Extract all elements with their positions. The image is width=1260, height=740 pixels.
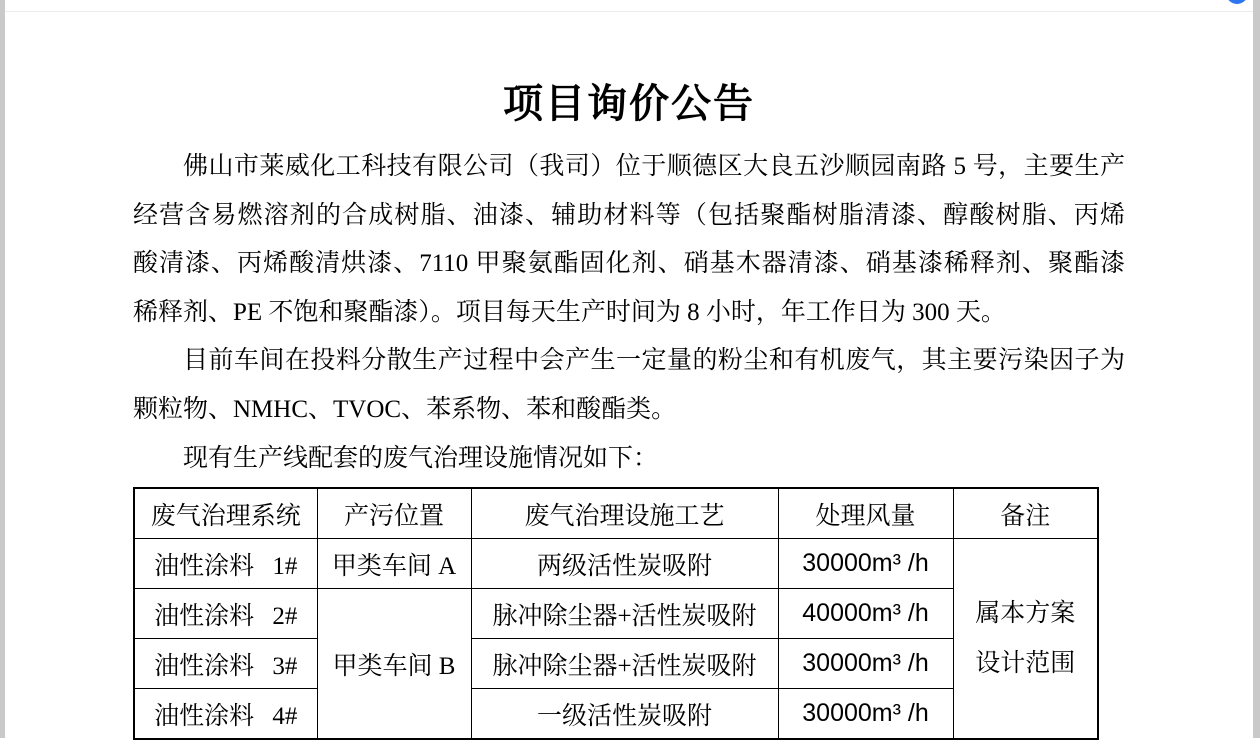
paragraph1-line4: 稀释剂、PE 不饱和聚酯漆）。项目每天生产时间为 8 小时，年工作日为 300 天。 (133, 298, 1006, 326)
paragraph1-line1: 佛山市莱威化工科技有限公司（我司）位于顺德区大良五沙顺园南路 5 号，主要生产 (183, 153, 1125, 180)
cell-airflow-3: 30000m³ /h (778, 639, 953, 689)
cell-system-1: 油性涂料 1# (134, 539, 317, 589)
cell-system-3: 油性涂料 3# (134, 639, 317, 689)
cell-airflow-1: 30000m³ /h (778, 539, 953, 589)
col-header-airflow: 处理风量 (778, 488, 953, 539)
col-header-remark: 备注 (953, 488, 1098, 539)
document-title: 项目询价公告 (503, 81, 755, 126)
table-header-row (134, 488, 1098, 539)
remark-line1: 属本方案 (975, 599, 1076, 627)
col-header-location: 产污位置 (317, 488, 471, 539)
cell-process-1: 两级活性炭吸附 (471, 539, 778, 589)
paragraph2-line2: 颗粒物、NMHC、TVOC、苯系物、苯和酸酯类。 (133, 395, 677, 423)
paragraph1-line3: 酸清漆、丙烯酸清烘漆、7110 甲聚氨酯固化剂、硝基木器清漆、硝基漆稀释剂、聚酯漆 (133, 250, 1125, 278)
paragraph3-line1: 现有生产线配套的废气治理设施情况如下： (183, 444, 659, 472)
cell-process-4: 一级活性炭吸附 (471, 689, 778, 740)
table-row (134, 539, 1098, 589)
scrollbar-track[interactable] (1253, 0, 1260, 738)
col-header-system: 废气治理系统 (134, 488, 317, 539)
paragraph1-line2: 经营含易燃溶剂的合成树脂、油漆、辅助材料等（包括聚酯树脂清漆、醇酸树脂、丙烯 (133, 201, 1125, 229)
body-text (133, 143, 1125, 483)
cell-airflow-4: 30000m³ /h (778, 689, 953, 740)
document-page (133, 0, 1125, 740)
cell-process-3: 脉冲除尘器+活性炭吸附 (471, 639, 778, 689)
waste-gas-table (133, 487, 1099, 740)
cell-location-1: 甲类车间 A (317, 539, 471, 589)
cell-remark-merged (953, 539, 1098, 740)
col-header-process: 废气治理设施工艺 (471, 488, 778, 539)
blue-floating-button-icon[interactable] (1226, 0, 1248, 4)
page-left-edge (0, 0, 5, 738)
cell-process-2: 脉冲除尘器+活性炭吸附 (471, 589, 778, 639)
paragraph2-line1: 目前车间在投料分散生产过程中会产生一定量的粉尘和有机废气，其主要污染因子为 (183, 347, 1125, 375)
cell-system-4: 油性涂料 4# (134, 689, 317, 740)
remark-line2: 设计范围 (975, 649, 1076, 677)
cell-system-2: 油性涂料 2# (134, 589, 317, 639)
cell-location-b-merged: 甲类车间 B (317, 589, 471, 740)
cell-airflow-2: 40000m³ /h (778, 589, 953, 639)
